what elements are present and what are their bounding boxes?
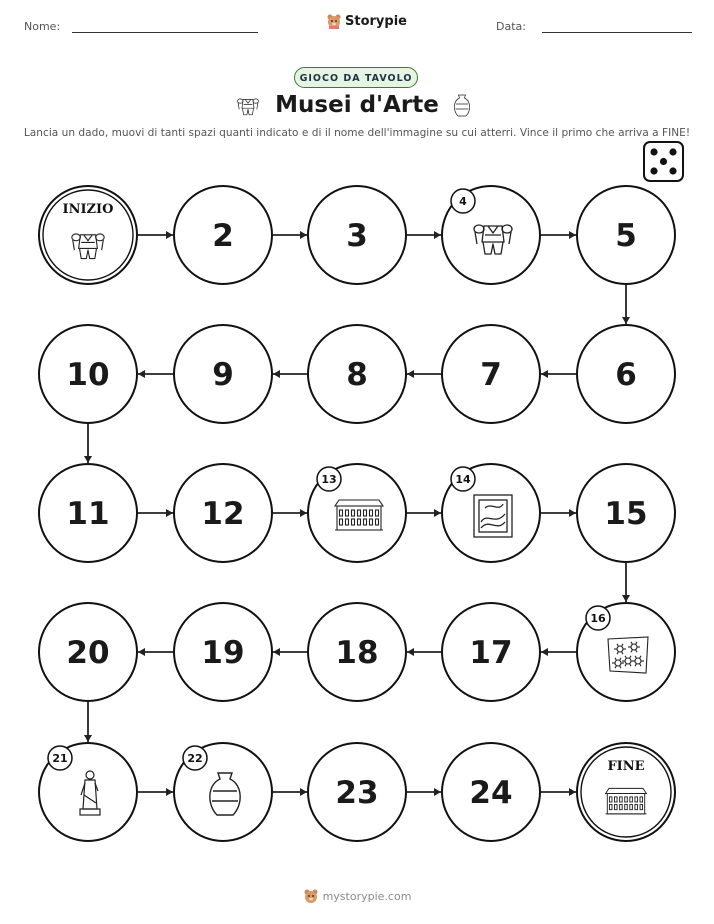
path-arrow <box>273 509 307 517</box>
board-space[interactable] <box>308 325 406 423</box>
path-arrow <box>84 702 92 742</box>
board-space[interactable] <box>308 743 406 841</box>
space-number: 9 <box>212 357 234 393</box>
space-number: 18 <box>335 635 379 671</box>
space-number-badge <box>586 606 610 630</box>
page-title: Musei d'Arte <box>275 92 439 118</box>
path-arrow <box>407 788 441 796</box>
space-number: 20 <box>66 635 110 671</box>
dice-five-icon <box>644 142 683 181</box>
path-arrow <box>273 231 307 239</box>
path-arrow <box>541 509 576 517</box>
space-number: 10 <box>66 357 110 393</box>
brand-name: Storypie <box>345 13 407 29</box>
armor-icon <box>238 99 259 115</box>
space-number-badge <box>183 746 207 770</box>
space-number: 12 <box>201 496 245 532</box>
board-space[interactable] <box>442 464 540 562</box>
vase-icon <box>454 95 469 116</box>
space-number: 2 <box>212 218 234 254</box>
svg-text:4: 4 <box>459 195 467 208</box>
space-number: 3 <box>346 218 368 254</box>
path-arrow <box>138 648 173 656</box>
path-arrow <box>273 370 307 378</box>
board-space[interactable] <box>174 464 272 562</box>
space-number-badge <box>317 467 341 491</box>
space-number: 11 <box>66 496 110 532</box>
board-space[interactable] <box>308 186 406 284</box>
space-number: 17 <box>469 635 513 671</box>
start-space[interactable] <box>39 186 137 284</box>
instructions-text: Lancia un dado, muovi di tanti spazi quanti indicato e di il nome dell'immagine su cui atterri. Vince il primo che arriva a FINE! <box>23 127 691 139</box>
board-space[interactable] <box>39 743 137 841</box>
path-arrow <box>273 788 307 796</box>
footer-url[interactable]: mystorypie.com <box>322 889 412 903</box>
path-arrow <box>541 370 576 378</box>
board-space[interactable] <box>174 603 272 701</box>
space-label: FINE <box>607 759 645 774</box>
bear-mascot-icon <box>303 888 319 904</box>
path-arrow <box>541 648 576 656</box>
board-space[interactable] <box>308 603 406 701</box>
path-arrow <box>138 509 173 517</box>
board-space[interactable] <box>577 603 675 701</box>
board-space[interactable] <box>442 325 540 423</box>
path-arrow <box>407 231 441 239</box>
space-number: 19 <box>201 635 245 671</box>
space-number: 24 <box>469 775 513 811</box>
board-space[interactable] <box>442 603 540 701</box>
space-label: INIZIO <box>62 202 114 217</box>
footer <box>0 888 714 904</box>
path-arrow <box>407 509 441 517</box>
space-number-badge <box>451 189 475 213</box>
svg-text:14: 14 <box>455 473 471 486</box>
board-space[interactable] <box>577 325 675 423</box>
path-arrow <box>138 788 173 796</box>
svg-text:21: 21 <box>52 752 68 765</box>
board-space[interactable] <box>577 186 675 284</box>
path-arrow <box>138 370 173 378</box>
board-space[interactable] <box>174 186 272 284</box>
space-number: 23 <box>335 775 379 811</box>
date-label: Data: <box>496 20 526 33</box>
svg-text:16: 16 <box>590 612 606 625</box>
path-arrow <box>138 231 173 239</box>
board-space[interactable] <box>442 743 540 841</box>
path-arrow <box>541 788 576 796</box>
board-space[interactable] <box>39 325 137 423</box>
space-number-badge <box>451 467 475 491</box>
board-space[interactable] <box>39 464 137 562</box>
path-arrow <box>273 648 307 656</box>
space-number-badge <box>48 746 72 770</box>
space-number: 15 <box>604 496 648 532</box>
end-space[interactable] <box>577 743 675 841</box>
category-badge: GIOCO DA TAVOLO <box>294 67 418 88</box>
svg-text:22: 22 <box>187 752 203 765</box>
board-space[interactable] <box>174 325 272 423</box>
name-label: Nome: <box>24 20 61 33</box>
path-arrow <box>84 424 92 463</box>
space-number: 6 <box>615 357 637 393</box>
path-arrow <box>622 285 630 324</box>
space-number: 7 <box>480 357 502 393</box>
space-number: 8 <box>346 357 368 393</box>
svg-text:13: 13 <box>321 473 337 486</box>
board-space[interactable] <box>308 464 406 562</box>
space-number: 5 <box>615 218 637 254</box>
board-space[interactable] <box>174 743 272 841</box>
path-arrow <box>541 231 576 239</box>
board-space[interactable] <box>577 464 675 562</box>
path-arrow <box>407 648 441 656</box>
path-arrow <box>622 563 630 602</box>
board-space[interactable] <box>442 186 540 284</box>
path-arrow <box>407 370 441 378</box>
board-space[interactable] <box>39 603 137 701</box>
